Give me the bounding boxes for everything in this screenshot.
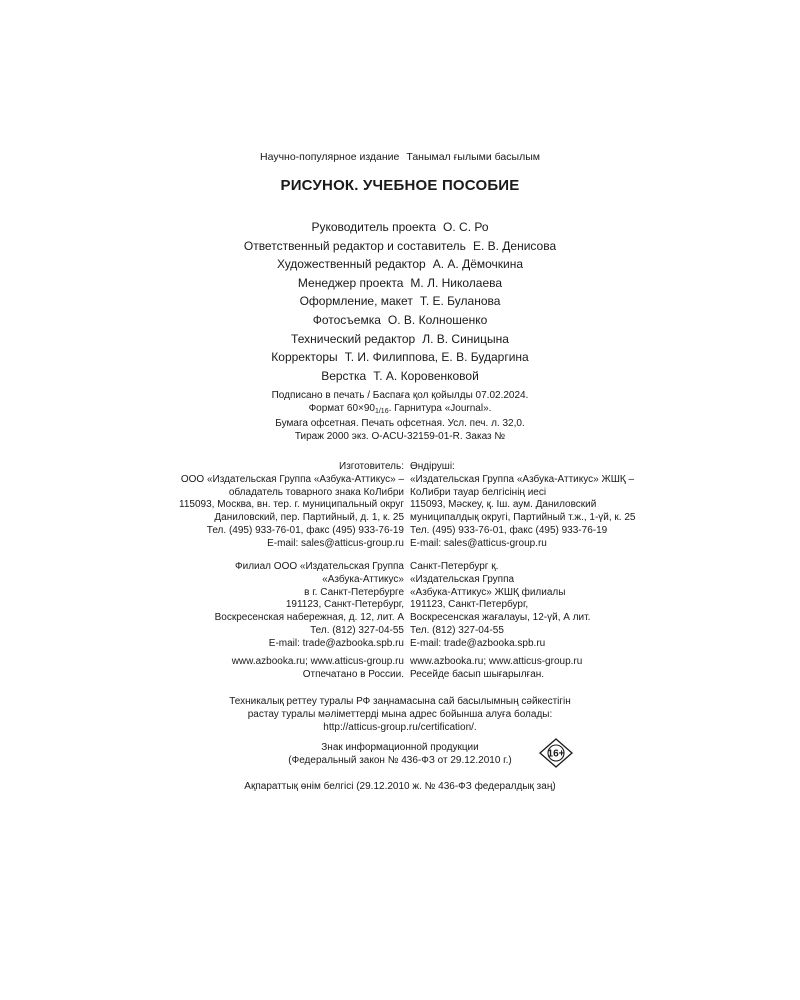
info-sign-line: (Федеральный закон № 436-ФЗ от 29.12.2010 г.)	[288, 755, 512, 766]
format-suffix: . Гарнитура «Journal».	[388, 402, 492, 414]
website-links: www.azbooka.ru; www.atticus-group.ru	[231, 656, 404, 667]
certification-url: http://atticus-group.ru/certification/.	[323, 722, 477, 733]
credit-role: Фотосъемка	[312, 312, 381, 327]
branch-ru-line: 191123, Санкт-Петербург,	[285, 599, 404, 611]
paper-line: Бумага офсетная. Печать офсетная. Усл. печ. л. 32,0.	[275, 418, 525, 430]
credit-row	[0, 255, 800, 274]
book-title: РИСУНОК. УЧЕБНОЕ ПОСОБИЕ	[280, 177, 520, 194]
printed-in: Ресейде басып шығарылған.	[410, 668, 545, 680]
credit-role: Корректоры	[271, 350, 338, 365]
branch-ru-line: Тел. (812) 327-04-55	[310, 624, 404, 636]
manufacturer-ru-line: Даниловский, пер. Партийный, д. 1, к. 25	[214, 512, 404, 524]
branch-ru-line: E-mail: trade@azbooka.spb.ru	[268, 637, 404, 649]
credit-role: Ответственный редактор и составитель	[243, 238, 466, 253]
manufacturer-kz-line: Өндіруші:	[410, 461, 455, 472]
credit-row	[0, 367, 800, 386]
print-run-line: Тираж 2000 экз. О-ACU-32159-01-R. Заказ №	[294, 430, 506, 442]
credit-role: Художественный редактор	[276, 257, 426, 272]
certification-line: растау туралы мәліметтерді мына адрес бойынша алуға болады:	[247, 709, 553, 720]
manufacturer-kz	[410, 461, 636, 551]
credit-name: О. В. Колношенко	[387, 312, 488, 327]
credit-name: М. Л. Николаева	[410, 275, 503, 290]
manufacturer-kz-line: 115093, Мәскеу, қ. Іш. аум. Даниловский	[410, 499, 597, 511]
credit-role: Технический редактор	[291, 331, 416, 346]
format-prefix: Формат 60×90	[308, 402, 375, 414]
manufacturer-kz-line: Тел. (495) 933-76-01, факс (495) 933-76-19	[410, 524, 608, 536]
credit-name: О. С. Ро	[443, 220, 489, 234]
branch-ru-line: в г. Санкт-Петербурге	[304, 586, 404, 598]
manufacturer-ru	[179, 461, 404, 551]
website-links: www.azbooka.ru; www.atticus-group.ru	[410, 656, 583, 667]
credit-role: Менеджер проекта	[297, 275, 404, 290]
credit-name: Л. В. Синицына	[422, 331, 509, 346]
credits-list	[0, 218, 800, 385]
manufacturer-ru-line: обладатель товарного знака КоЛибри	[228, 486, 404, 498]
manufacturer-kz-line: E-mail: sales@atticus-group.ru	[410, 537, 547, 549]
credit-row	[0, 218, 800, 237]
info-sign-line: Знак информационной продукции	[321, 742, 479, 753]
credit-row	[0, 292, 800, 311]
manufacturer-ru-line: Тел. (495) 933-76-01, факс (495) 933-76-19	[206, 524, 404, 536]
manufacturer-ru-line: E-mail: sales@atticus-group.ru	[267, 537, 404, 549]
branch-ru-line: «Азбука-Аттикус»	[322, 573, 404, 585]
certification-line: Техникалық реттеу туралы РФ заңнамасына сай басылымның сәйкестігін	[229, 696, 571, 707]
edition-type-ru: Научно-популярное издание	[260, 151, 400, 163]
credit-name: Т. Е. Буланова	[419, 294, 501, 309]
branch-ru	[215, 561, 404, 651]
manufacturer-ru-line: 115093, Москва, вн. тер. г. муниципальный округ	[179, 499, 404, 511]
manufacturer-ru-line: Изготовитель:	[339, 461, 404, 472]
branch-kz-line: Воскресенская жағалауы, 12-үй, А лит.	[410, 612, 591, 624]
branch-kz-line: Тел. (812) 327-04-55	[410, 624, 504, 636]
manufacturer-ru-line: ООО «Издательская Группа «Азбука-Аттикус» –	[180, 473, 404, 485]
branch-ru-line: Воскресенская набережная, д. 12, лит. А	[214, 612, 404, 624]
signed-for-print: Подписано в печать / Баспаға қол қойылды 07.02.2024.	[271, 390, 529, 401]
branch-kz-line: «Азбука-Аттикус» ЖШҚ филиалы	[410, 586, 566, 598]
format-fraction: 1/16	[374, 407, 389, 415]
credit-row	[0, 330, 800, 349]
credit-row	[0, 274, 800, 293]
print-details	[0, 390, 800, 443]
info-sign-text	[0, 741, 800, 767]
age-rating-badge	[539, 738, 573, 768]
manufacturer-kz-line: «Издательская Группа «Азбука-Аттикус» ЖШҚ –	[410, 473, 635, 485]
credit-row	[0, 311, 800, 330]
credit-role: Оформление, макет	[299, 294, 413, 309]
edition-type-kz: Танымал ғылыми басылым	[406, 151, 540, 163]
credit-name: Т. А. Коровенковой	[373, 368, 479, 383]
branch-kz-line: E-mail: trade@azbooka.spb.ru	[410, 637, 546, 649]
info-sign-kz: Ақпараттық өнім белгісі (29.12.2010 ж. № 436-ФЗ федералдық заң)	[244, 781, 556, 792]
branch-kz	[410, 561, 590, 651]
credit-row	[0, 237, 800, 256]
edition-type	[0, 151, 800, 163]
manufacturer-kz-line: муниципалдық округі, Партийный т.ж., 1-үй, к. 25	[410, 512, 636, 524]
credit-role: Верстка	[321, 368, 367, 383]
branch-ru-line: Филиал ООО «Издательская Группа	[235, 561, 404, 572]
manufacturer-kz-line: КоЛибри тауар белгісінің иесі	[410, 486, 547, 498]
certification-note	[0, 695, 800, 734]
web-ru	[232, 656, 404, 682]
branch-kz-line: 191123, Санкт-Петербург,	[410, 599, 529, 611]
credit-name: Т. И. Филиппова, Е. В. Бударгина	[344, 350, 529, 365]
format-line	[0, 403, 800, 419]
age-rating-label: 16+	[547, 748, 565, 760]
branch-kz-line: «Издательская Группа	[410, 573, 515, 585]
printed-in: Отпечатано в России.	[302, 668, 404, 680]
credit-row	[0, 348, 800, 367]
credit-role: Руководитель проекта	[311, 220, 437, 234]
web-kz	[410, 656, 582, 682]
branch-kz-line: Санкт-Петербург қ.	[410, 561, 499, 572]
credit-name: А. А. Дёмочкина	[432, 257, 524, 272]
credit-name: Е. В. Денисова	[472, 238, 557, 253]
